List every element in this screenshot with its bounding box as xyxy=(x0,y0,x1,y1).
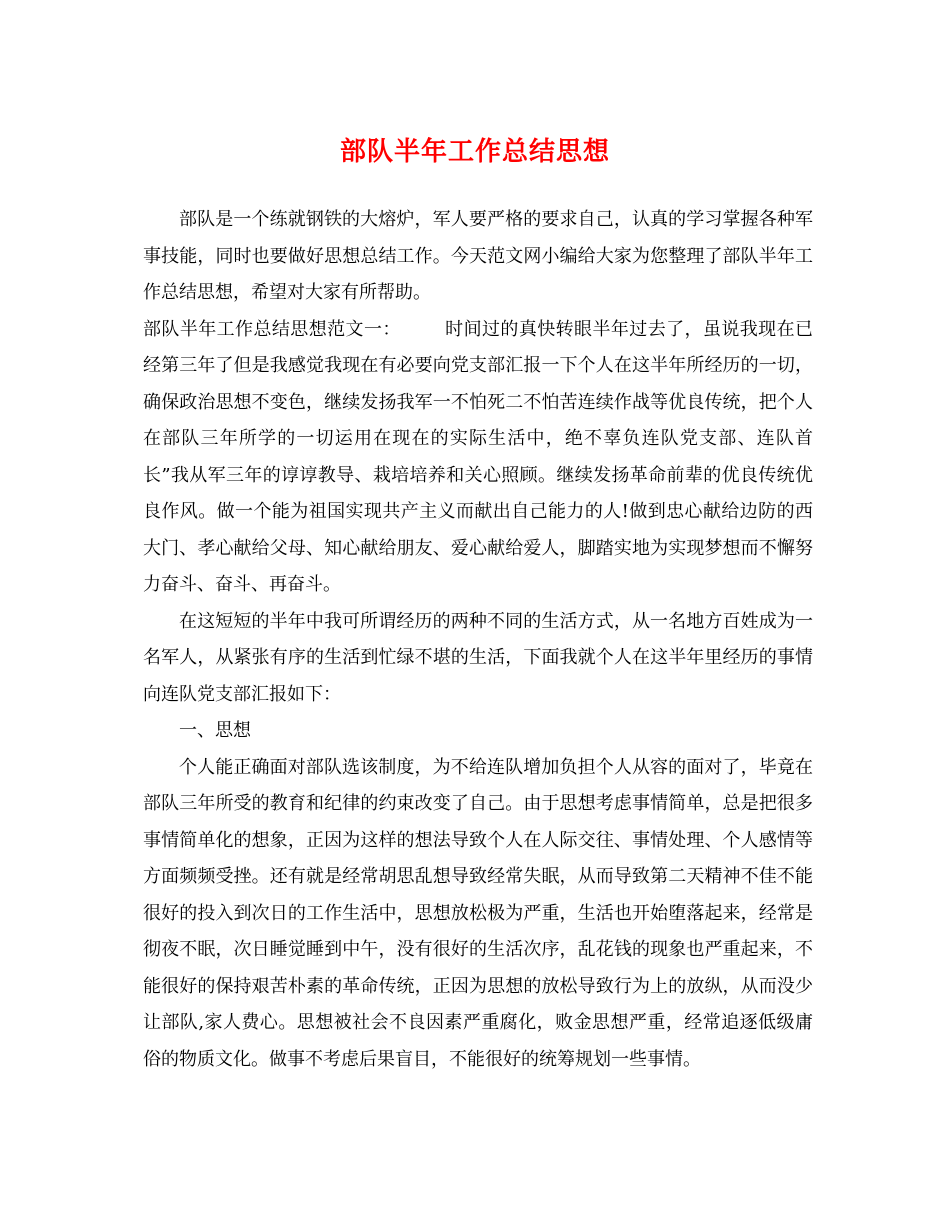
intro-paragraph: 部队是一个练就钢铁的大熔炉，军人要严格的要求自己，认真的学习掌握各种军事技能，同时也要做好思想总结工作。今天范文网小编给大家为您整理了部队半年工作总结思想，希望对大家有所帮助。 xyxy=(143,209,813,303)
sample-paragraph xyxy=(143,312,813,604)
sample-text: 时间过的真快转眼半年过去了，虽说我现在已经第三年了但是我感觉我现在有必要向党支部汇报一下个人在这半年所经历的一切，确保政治思想不变色，继续发扬我军一不怕死二不怕苦连续作战等优良传统，把个人在部队三年所学的一切运用在现在的实际生活中，绝不辜负连队党支部、连队首长”我从军三年的谆谆教导、栽培培养和关心照顾。继续发扬革命前辈的优良传统优良作风。做一个能为祖国实现共产主义而献出自己能力的人!做到忠心献给边防的西大门、孝心献给父母、知心献给朋友、爱心献给爱人，脚踏实地为实现梦想而不懈努力奋斗、奋斗、再奋斗。 xyxy=(143,318,813,595)
thought-paragraph: 个人能正确面对部队选该制度，为不给连队增加负担个人从容的面对了，毕竟在部队三年所受的教育和纪律的约束改变了自己。由于思想考虑事情简单，总是把很多事情简单化的想象，正因为这样的想法导致个人在人际交往、事情处理、个人感情等方面频频受挫。还有就是经常胡思乱想导致经常失眠，从而导致第二天精神不佳不能很好的投入到次日的工作生活中，思想放松极为严重，生活也开始堕落起来，经常是彻夜不眠，次日睡觉睡到中午，没有很好的生活次序，乱花钱的现象也严重起来，不能很好的保持艰苦朴素的革命传统，正因为思想的放松导致行为上的放纵，从而没少让部队,家人费心。思想被社会不良因素严重腐化，败金思想严重，经常追逐低级庸俗的物质文化。做事不考虑后果盲目，不能很好的统筹规划一些事情。 xyxy=(143,756,813,1070)
document-body xyxy=(143,202,813,1078)
transition-paragraph: 在这短短的半年中我可所谓经历的两种不同的生活方式，从一名地方百姓成为一名军人，从紧张有序的生活到忙绿不堪的生活，下面我就个人在这半年里经历的事情向连队党支部汇报如下： xyxy=(143,610,813,705)
section-heading-thought: 一、思想 xyxy=(179,720,251,741)
document-title: 部队半年工作总结思想 xyxy=(339,137,610,167)
sample-heading: 部队半年工作总结思想范文一： xyxy=(143,318,401,340)
